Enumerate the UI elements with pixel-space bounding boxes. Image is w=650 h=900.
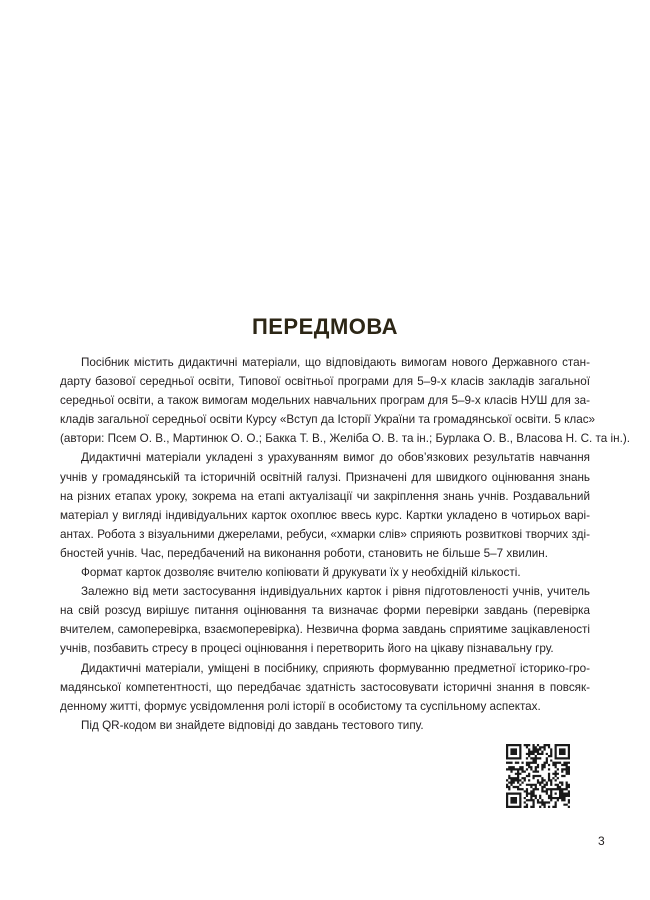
qr-code-pattern bbox=[506, 744, 570, 808]
text-line: на різних етапах уроку, зокрема на етапі актуалізації чи закріплення знань учнів. Роздавальний bbox=[60, 489, 590, 503]
text-line: Формат карток дозволяє вчителю копіювати й друкувати їх у необхідній кількості. bbox=[81, 566, 521, 580]
qr-code-icon bbox=[506, 744, 570, 808]
text-line: кладів загальної середньої освіти Курсу «Вступ да Історії України та громадянської освіти. 5 клас» bbox=[60, 413, 596, 427]
text-line: середньої освіти, а також вимогам модельних навчальних програм для 5–9-х класів НУШ для за- bbox=[60, 394, 590, 408]
text-line: Залежно від мети застосування індивідуальних карток і рівня підготовленості учнів, учитель bbox=[81, 585, 590, 599]
preface-text bbox=[60, 353, 630, 735]
page-title: ПЕРЕДМОВА bbox=[251, 314, 399, 339]
text-line: денному житті, формує усвідомлення ролі історії в особистому та суспільному аспектах. bbox=[60, 699, 541, 713]
paragraph bbox=[60, 582, 590, 658]
text-line: Посібник містить дидактичні матеріали, що відповідають вимогам нового Державного стан- bbox=[81, 356, 590, 369]
text-line: матеріал у вигляді індивідуальних карток охоплює ввесь курс. Картки укладено в чотирьох варі- bbox=[60, 508, 590, 522]
text-line: Під QR-кодом ви знайдете відповіді до завдань тестового типу. bbox=[81, 718, 424, 732]
paragraph bbox=[60, 659, 590, 716]
text-line: Дидактичні матеріали, уміщені в посібнику, сприяють формуванню предметної історико-гро- bbox=[81, 661, 590, 675]
paragraph bbox=[60, 353, 630, 448]
page-number: 3 bbox=[598, 834, 605, 848]
text-line: (автори: Псем О. В., Мартинюк О. О.; Бакка Т. В., Желіба О. В. та ін.; Бурлака О. В., Власова Н. С. та ін.). bbox=[60, 432, 630, 446]
text-line: мадянської компетентності, що передбачає здатність застосовувати історичні знання в повсяк- bbox=[60, 680, 590, 694]
paragraph bbox=[60, 563, 590, 582]
paragraph bbox=[60, 448, 590, 563]
text-line: дарту базової середньої освіти, Типової освітньої програми для 5–9-х класів закладів загальної bbox=[60, 375, 590, 389]
paragraph bbox=[60, 716, 590, 735]
text-line: вчителем, самоперевірка, взаємоперевірка). Незвична форма завдань сприятиме зацікавленості bbox=[60, 623, 590, 637]
text-line: на свій розсуд вирішує питання оцінювання та визначає форми перевірки завдань (перевірка bbox=[60, 604, 590, 618]
text-line: Дидактичні матеріали укладені з урахуванням вимог до обов’язкових результатів навчання bbox=[81, 451, 590, 465]
text-line: учнів, позбавить стресу в процесі оцінювання і перетворить його на цікаву пізнавальну гру. bbox=[60, 642, 554, 656]
text-line: антах. Робота з візуальними джерелами, ребуси, «хмарки слів» сприяють розвиткові творчих зді- bbox=[60, 527, 590, 541]
text-line: бностей учнів. Час, передбачений на виконання роботи, становить не більше 5–7 хвилин. bbox=[60, 546, 548, 560]
text-line: учнів у громадянській та історичній освітній галузі. Призначені для швидкого оцінювання знань bbox=[60, 470, 590, 484]
